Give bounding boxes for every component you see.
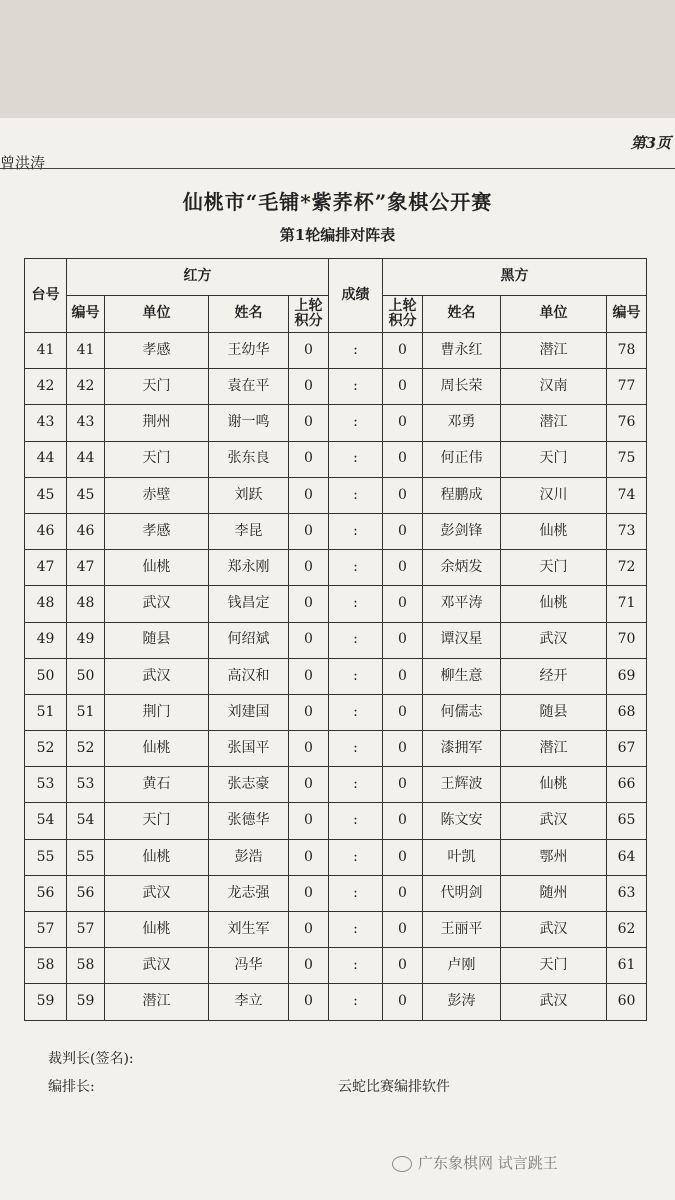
black-unit-cell: 仙桃 bbox=[501, 767, 607, 803]
referee-signature-label: 裁判长(签名): bbox=[48, 1051, 134, 1067]
red-number-cell: 55 bbox=[67, 839, 105, 875]
table-no-cell: 59 bbox=[25, 984, 67, 1020]
table-no-cell: 49 bbox=[25, 622, 67, 658]
table-no-cell: 53 bbox=[25, 767, 67, 803]
black-unit-cell: 天门 bbox=[501, 550, 607, 586]
result-cell: : bbox=[329, 948, 383, 984]
red-score-cell: 0 bbox=[289, 948, 329, 984]
result-cell: : bbox=[329, 839, 383, 875]
black-name-cell: 彭涛 bbox=[423, 984, 501, 1020]
table-row bbox=[25, 513, 647, 549]
black-number-cell: 65 bbox=[607, 803, 647, 839]
red-name-cell: 谢一鸣 bbox=[209, 405, 289, 441]
table-row bbox=[25, 405, 647, 441]
table-row bbox=[25, 658, 647, 694]
black-name-cell: 漆拥军 bbox=[423, 731, 501, 767]
black-name-cell: 叶凯 bbox=[423, 839, 501, 875]
red-unit-cell: 武汉 bbox=[105, 586, 209, 622]
red-score-cell: 0 bbox=[289, 477, 329, 513]
red-name-cell: 刘跃 bbox=[209, 477, 289, 513]
black-name-cell: 彭剑锋 bbox=[423, 513, 501, 549]
black-unit-cell: 汉南 bbox=[501, 369, 607, 405]
red-number-cell: 51 bbox=[67, 694, 105, 730]
red-name-cell: 张志豪 bbox=[209, 767, 289, 803]
red-score-cell: 0 bbox=[289, 839, 329, 875]
watermark bbox=[392, 1152, 558, 1173]
header-red-number: 编号 bbox=[67, 296, 105, 333]
table-row bbox=[25, 839, 647, 875]
black-unit-cell: 随县 bbox=[501, 694, 607, 730]
black-number-cell: 60 bbox=[607, 984, 647, 1020]
red-unit-cell: 仙桃 bbox=[105, 912, 209, 948]
black-score-cell: 0 bbox=[383, 731, 423, 767]
table-row bbox=[25, 477, 647, 513]
table-row bbox=[25, 984, 647, 1020]
red-unit-cell: 武汉 bbox=[105, 948, 209, 984]
black-score-cell: 0 bbox=[383, 513, 423, 549]
red-score-cell: 0 bbox=[289, 767, 329, 803]
table-row bbox=[25, 694, 647, 730]
black-score-cell: 0 bbox=[383, 803, 423, 839]
header-player-name: 曾洪涛 bbox=[0, 154, 46, 172]
black-score-cell: 0 bbox=[383, 912, 423, 948]
red-number-cell: 53 bbox=[67, 767, 105, 803]
header-red-name: 姓名 bbox=[209, 296, 289, 333]
red-score-cell: 0 bbox=[289, 984, 329, 1020]
page-number: 第3页 bbox=[630, 134, 671, 152]
black-name-cell: 周长荣 bbox=[423, 369, 501, 405]
red-name-cell: 李昆 bbox=[209, 513, 289, 549]
table-no-cell: 57 bbox=[25, 912, 67, 948]
black-score-cell: 0 bbox=[383, 948, 423, 984]
red-unit-cell: 荆门 bbox=[105, 694, 209, 730]
black-unit-cell: 潜江 bbox=[501, 731, 607, 767]
red-number-cell: 48 bbox=[67, 586, 105, 622]
black-name-cell: 王辉波 bbox=[423, 767, 501, 803]
red-score-cell: 0 bbox=[289, 694, 329, 730]
black-number-cell: 71 bbox=[607, 586, 647, 622]
black-name-cell: 曹永红 bbox=[423, 333, 501, 369]
red-score-cell: 0 bbox=[289, 875, 329, 911]
result-cell: : bbox=[329, 513, 383, 549]
table-row bbox=[25, 875, 647, 911]
black-score-cell: 0 bbox=[383, 875, 423, 911]
black-number-cell: 66 bbox=[607, 767, 647, 803]
red-score-cell: 0 bbox=[289, 441, 329, 477]
wechat-icon bbox=[392, 1156, 412, 1172]
table-no-cell: 45 bbox=[25, 477, 67, 513]
result-cell: : bbox=[329, 333, 383, 369]
result-cell: : bbox=[329, 767, 383, 803]
red-name-cell: 李立 bbox=[209, 984, 289, 1020]
red-name-cell: 彭浩 bbox=[209, 839, 289, 875]
black-name-cell: 余炳发 bbox=[423, 550, 501, 586]
red-name-cell: 何绍斌 bbox=[209, 622, 289, 658]
red-score-cell: 0 bbox=[289, 912, 329, 948]
table-no-cell: 48 bbox=[25, 586, 67, 622]
result-cell: : bbox=[329, 369, 383, 405]
red-number-cell: 52 bbox=[67, 731, 105, 767]
red-number-cell: 58 bbox=[67, 948, 105, 984]
pairing-rows bbox=[25, 333, 647, 1021]
black-unit-cell: 武汉 bbox=[501, 803, 607, 839]
black-number-cell: 63 bbox=[607, 875, 647, 911]
black-number-cell: 74 bbox=[607, 477, 647, 513]
black-unit-cell: 天门 bbox=[501, 441, 607, 477]
red-score-cell: 0 bbox=[289, 405, 329, 441]
black-name-cell: 柳生意 bbox=[423, 658, 501, 694]
red-score-cell: 0 bbox=[289, 333, 329, 369]
header-result: 成绩 bbox=[329, 259, 383, 333]
black-name-cell: 邓平涛 bbox=[423, 586, 501, 622]
red-name-cell: 张德华 bbox=[209, 803, 289, 839]
black-unit-cell: 潜江 bbox=[501, 405, 607, 441]
red-number-cell: 50 bbox=[67, 658, 105, 694]
red-number-cell: 44 bbox=[67, 441, 105, 477]
red-score-cell: 0 bbox=[289, 513, 329, 549]
black-name-cell: 谭汉星 bbox=[423, 622, 501, 658]
black-number-cell: 70 bbox=[607, 622, 647, 658]
black-score-cell: 0 bbox=[383, 586, 423, 622]
table-no-cell: 58 bbox=[25, 948, 67, 984]
arranger-label: 编排长: bbox=[48, 1079, 95, 1095]
black-number-cell: 77 bbox=[607, 369, 647, 405]
table-row bbox=[25, 441, 647, 477]
table-row bbox=[25, 803, 647, 839]
result-cell: : bbox=[329, 984, 383, 1020]
red-unit-cell: 黄石 bbox=[105, 767, 209, 803]
black-name-cell: 卢刚 bbox=[423, 948, 501, 984]
table-no-cell: 44 bbox=[25, 441, 67, 477]
black-score-cell: 0 bbox=[383, 333, 423, 369]
document-subtitle: 第1轮编排对阵表 bbox=[279, 226, 396, 244]
result-cell: : bbox=[329, 622, 383, 658]
header-black-number: 编号 bbox=[607, 296, 647, 333]
black-name-cell: 王丽平 bbox=[423, 912, 501, 948]
black-unit-cell: 天门 bbox=[501, 948, 607, 984]
red-name-cell: 张东良 bbox=[209, 441, 289, 477]
black-score-cell: 0 bbox=[383, 984, 423, 1020]
red-number-cell: 41 bbox=[67, 333, 105, 369]
header-black-name: 姓名 bbox=[423, 296, 501, 333]
black-name-cell: 程鹏成 bbox=[423, 477, 501, 513]
red-unit-cell: 荆州 bbox=[105, 405, 209, 441]
header-table-no: 台号 bbox=[25, 259, 67, 333]
header-black-side: 黑方 bbox=[383, 259, 647, 296]
red-score-cell: 0 bbox=[289, 731, 329, 767]
red-number-cell: 43 bbox=[67, 405, 105, 441]
red-unit-cell: 仙桃 bbox=[105, 731, 209, 767]
red-unit-cell: 仙桃 bbox=[105, 550, 209, 586]
result-cell: : bbox=[329, 694, 383, 730]
red-score-cell: 0 bbox=[289, 658, 329, 694]
result-cell: : bbox=[329, 803, 383, 839]
header-black-prev-score: 上轮积分 bbox=[383, 296, 423, 333]
result-cell: : bbox=[329, 875, 383, 911]
black-score-cell: 0 bbox=[383, 405, 423, 441]
table-no-cell: 52 bbox=[25, 731, 67, 767]
red-number-cell: 45 bbox=[67, 477, 105, 513]
table-no-cell: 55 bbox=[25, 839, 67, 875]
document-title: 仙桃市“毛铺*紫荞杯”象棋公开赛 bbox=[182, 190, 493, 214]
background-top bbox=[0, 0, 675, 118]
result-cell: : bbox=[329, 441, 383, 477]
result-cell: : bbox=[329, 586, 383, 622]
red-name-cell: 袁在平 bbox=[209, 369, 289, 405]
red-score-cell: 0 bbox=[289, 369, 329, 405]
pairing-table bbox=[24, 258, 647, 1021]
table-row bbox=[25, 731, 647, 767]
black-unit-cell: 仙桃 bbox=[501, 586, 607, 622]
red-number-cell: 56 bbox=[67, 875, 105, 911]
red-number-cell: 49 bbox=[67, 622, 105, 658]
black-number-cell: 78 bbox=[607, 333, 647, 369]
black-unit-cell: 潜江 bbox=[501, 333, 607, 369]
table-no-cell: 56 bbox=[25, 875, 67, 911]
black-unit-cell: 经开 bbox=[501, 658, 607, 694]
result-cell: : bbox=[329, 550, 383, 586]
black-score-cell: 0 bbox=[383, 694, 423, 730]
table-no-cell: 54 bbox=[25, 803, 67, 839]
black-name-cell: 代明剑 bbox=[423, 875, 501, 911]
red-number-cell: 54 bbox=[67, 803, 105, 839]
red-name-cell: 王幼华 bbox=[209, 333, 289, 369]
table-no-cell: 46 bbox=[25, 513, 67, 549]
software-credit: 云蛇比赛编排软件 bbox=[338, 1079, 450, 1095]
table-row bbox=[25, 550, 647, 586]
header-divider bbox=[0, 168, 675, 169]
red-name-cell: 刘生军 bbox=[209, 912, 289, 948]
watermark-text: 广东象棋网 试言跳王 bbox=[418, 1154, 558, 1172]
result-cell: : bbox=[329, 405, 383, 441]
black-number-cell: 76 bbox=[607, 405, 647, 441]
result-cell: : bbox=[329, 731, 383, 767]
black-unit-cell: 鄂州 bbox=[501, 839, 607, 875]
black-score-cell: 0 bbox=[383, 839, 423, 875]
black-number-cell: 69 bbox=[607, 658, 647, 694]
red-score-cell: 0 bbox=[289, 803, 329, 839]
black-number-cell: 68 bbox=[607, 694, 647, 730]
black-score-cell: 0 bbox=[383, 369, 423, 405]
header-red-prev-score: 上轮积分 bbox=[289, 296, 329, 333]
red-score-cell: 0 bbox=[289, 622, 329, 658]
black-score-cell: 0 bbox=[383, 767, 423, 803]
red-number-cell: 57 bbox=[67, 912, 105, 948]
black-unit-cell: 汉川 bbox=[501, 477, 607, 513]
red-number-cell: 42 bbox=[67, 369, 105, 405]
red-name-cell: 钱昌定 bbox=[209, 586, 289, 622]
red-unit-cell: 武汉 bbox=[105, 875, 209, 911]
red-unit-cell: 武汉 bbox=[105, 658, 209, 694]
table-no-cell: 51 bbox=[25, 694, 67, 730]
black-number-cell: 61 bbox=[607, 948, 647, 984]
table-row bbox=[25, 912, 647, 948]
black-unit-cell: 武汉 bbox=[501, 984, 607, 1020]
red-unit-cell: 天门 bbox=[105, 441, 209, 477]
header-red-unit: 单位 bbox=[105, 296, 209, 333]
red-name-cell: 刘建国 bbox=[209, 694, 289, 730]
black-number-cell: 75 bbox=[607, 441, 647, 477]
red-number-cell: 47 bbox=[67, 550, 105, 586]
header-black-unit: 单位 bbox=[501, 296, 607, 333]
red-score-cell: 0 bbox=[289, 586, 329, 622]
black-number-cell: 73 bbox=[607, 513, 647, 549]
black-score-cell: 0 bbox=[383, 622, 423, 658]
table-row bbox=[25, 622, 647, 658]
black-unit-cell: 武汉 bbox=[501, 622, 607, 658]
result-cell: : bbox=[329, 477, 383, 513]
black-name-cell: 何正伟 bbox=[423, 441, 501, 477]
black-unit-cell: 仙桃 bbox=[501, 513, 607, 549]
black-number-cell: 62 bbox=[607, 912, 647, 948]
table-no-cell: 43 bbox=[25, 405, 67, 441]
black-score-cell: 0 bbox=[383, 477, 423, 513]
result-cell: : bbox=[329, 658, 383, 694]
black-score-cell: 0 bbox=[383, 550, 423, 586]
table-no-cell: 42 bbox=[25, 369, 67, 405]
red-unit-cell: 天门 bbox=[105, 369, 209, 405]
table-no-cell: 41 bbox=[25, 333, 67, 369]
red-name-cell: 冯华 bbox=[209, 948, 289, 984]
black-name-cell: 邓勇 bbox=[423, 405, 501, 441]
red-number-cell: 46 bbox=[67, 513, 105, 549]
black-number-cell: 64 bbox=[607, 839, 647, 875]
black-unit-cell: 随州 bbox=[501, 875, 607, 911]
red-unit-cell: 潜江 bbox=[105, 984, 209, 1020]
red-name-cell: 郑永刚 bbox=[209, 550, 289, 586]
red-number-cell: 59 bbox=[67, 984, 105, 1020]
result-cell: : bbox=[329, 912, 383, 948]
black-score-cell: 0 bbox=[383, 658, 423, 694]
red-unit-cell: 赤壁 bbox=[105, 477, 209, 513]
red-unit-cell: 随县 bbox=[105, 622, 209, 658]
header-red-side: 红方 bbox=[67, 259, 329, 296]
table-row bbox=[25, 586, 647, 622]
black-name-cell: 何儒志 bbox=[423, 694, 501, 730]
red-unit-cell: 天门 bbox=[105, 803, 209, 839]
black-score-cell: 0 bbox=[383, 441, 423, 477]
table-no-cell: 50 bbox=[25, 658, 67, 694]
red-score-cell: 0 bbox=[289, 550, 329, 586]
black-unit-cell: 武汉 bbox=[501, 912, 607, 948]
black-number-cell: 72 bbox=[607, 550, 647, 586]
black-number-cell: 67 bbox=[607, 731, 647, 767]
red-unit-cell: 孝感 bbox=[105, 333, 209, 369]
red-name-cell: 龙志强 bbox=[209, 875, 289, 911]
red-unit-cell: 仙桃 bbox=[105, 839, 209, 875]
red-unit-cell: 孝感 bbox=[105, 513, 209, 549]
red-name-cell: 高汉和 bbox=[209, 658, 289, 694]
table-row bbox=[25, 948, 647, 984]
table-no-cell: 47 bbox=[25, 550, 67, 586]
table-row bbox=[25, 333, 647, 369]
red-name-cell: 张国平 bbox=[209, 731, 289, 767]
black-name-cell: 陈文安 bbox=[423, 803, 501, 839]
table-row bbox=[25, 369, 647, 405]
table-row bbox=[25, 767, 647, 803]
